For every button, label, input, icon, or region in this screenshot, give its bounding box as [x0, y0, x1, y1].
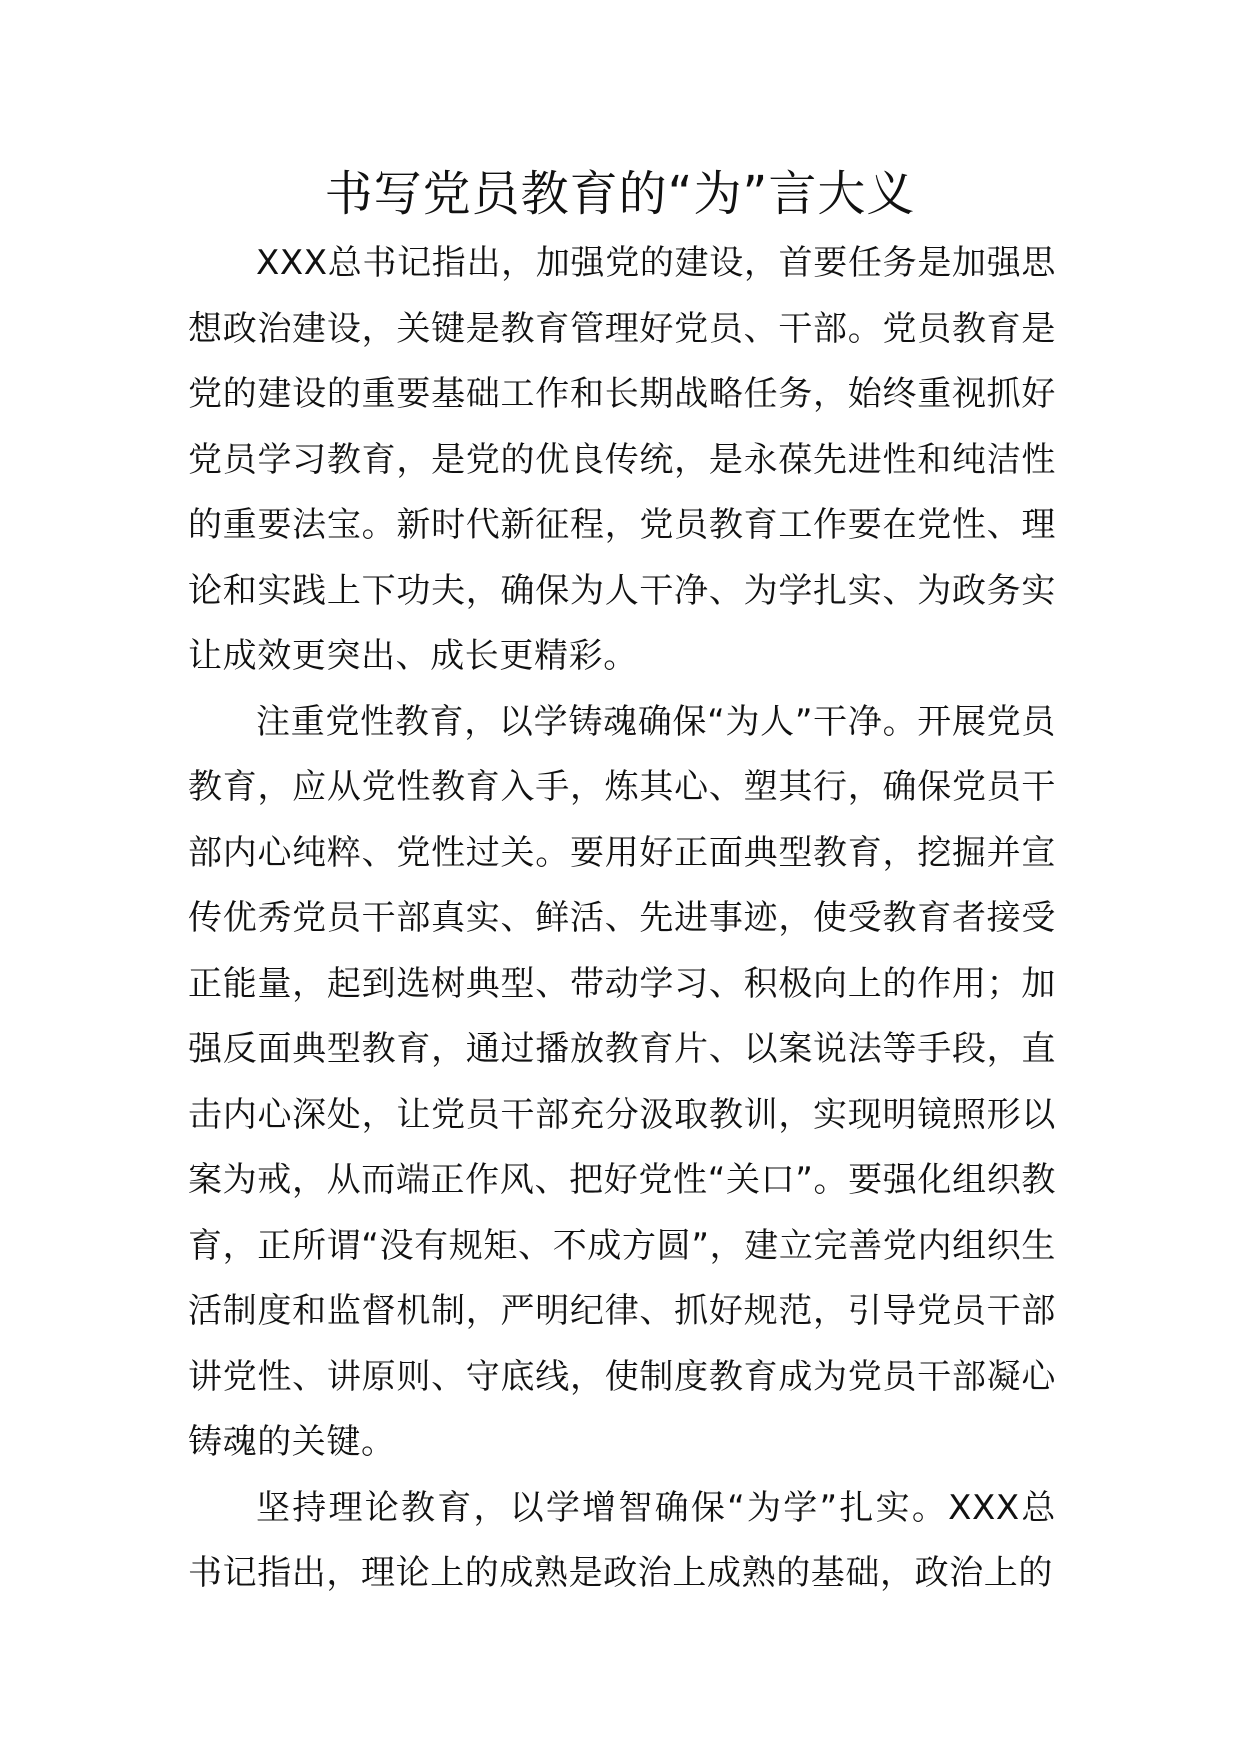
paragraph-lead: 坚持理论教育，以学增智确保“为学”扎实。: [256, 1487, 949, 1528]
paragraph-theory: [188, 1476, 1056, 1607]
paragraph-party-spirit: [188, 690, 1056, 1476]
paragraph-text: 开展党员教育，应从党性教育入手，炼其心、塑其行，确保党员干部内心纯粹、党性过关。要用好正面典型教育，挖掘并宣传优秀党员干部真实、鲜活、先进事迹，使受教育者接受正能量，起到选树典型、带动学习、积极向上的作用；加强反面典型教育，通过播放教育片、以案说法等手段，直击内心深处，让党员干部充分汲取教训，实现明镜照形以案为戒，从而端正作风、把好党性“关口”。要强化组织教育，正所谓“没有规矩、不成方圆”，建立完善党内组织生活制度和监督机制，严明纪律、抓好规范，引导党员干部讲党性、讲原则、守底线，使制度教育成为党员干部凝心铸魂的关键。: [188, 701, 1056, 1462]
paragraph-text: XXX总书记指出，理论上的成熟是政治上成熟的基础，政治上的: [188, 1487, 1056, 1593]
document-body: [188, 231, 1056, 1607]
paragraph-intro: [188, 231, 1056, 690]
paragraph-lead: 注重党性教育，以学铸魂确保“为人”干净。: [256, 701, 918, 742]
paragraph-text: XXX总书记指出，加强党的建设，首要任务是加强思想政治建设，关键是教育管理好党员、干部。党员教育是党的建设的重要基础工作和长期战略任务，始终重视抓好党员学习教育，是党的优良传统，是永葆先进性和纯洁性的重要法宝。新时代新征程，党员教育工作要在党性、理论和实践上下功夫，确保为人干净、为学扎实、为政务实让成效更突出、成长更精彩。: [188, 243, 1056, 676]
document-title: 书写党员教育的“为”言大义: [324, 166, 916, 222]
